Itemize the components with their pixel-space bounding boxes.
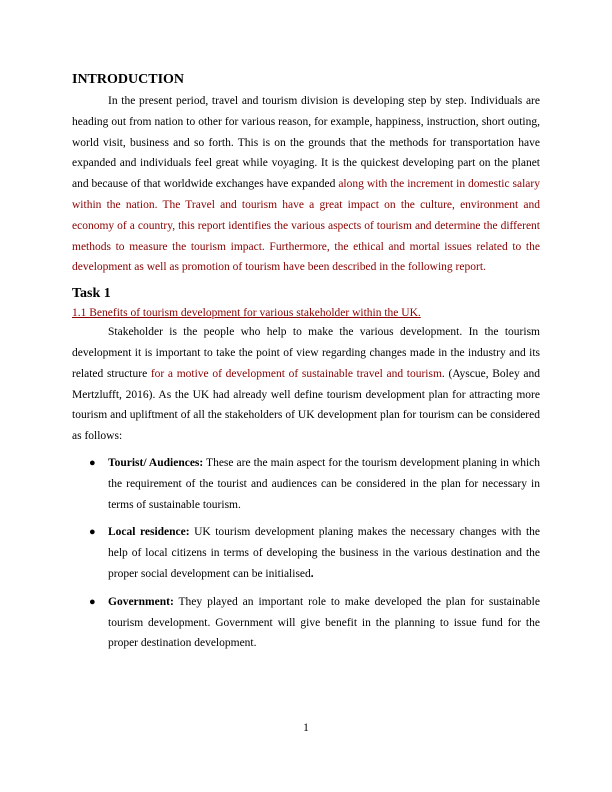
list-item [72,453,540,515]
stakeholder-text-1: Stakeholder is the people who help to make the various development. In the tourism development it is important to take the point of view regarding changes made in the industry and its related structure [72,326,540,380]
list-item-body: They played an important role to make developed the plan for sustainable tourism development. Government will give benefit in the planning to issue fund for the proper destination development. [108,595,540,650]
list-item-label: Government: [108,595,174,608]
list-item-body: These are the main aspect for the tourism development planing in which the requirement of the tourist and audiences can be considered in the plan for necessary in terms of sustainable tourism. [108,456,541,511]
introduction-heading: INTRODUCTION [72,72,185,87]
subheading-text: 1.1 Benefits of tourism development for various stakeholder within the UK. [72,307,421,320]
list-item-text [108,592,540,654]
intro-paragraph [72,91,540,278]
list-item-text [108,453,540,515]
stakeholder-list [72,453,540,654]
list-item [72,522,540,584]
list-item [72,592,540,654]
list-item-text [108,522,540,584]
stakeholder-paragraph [72,322,540,447]
section-subheading [72,306,540,320]
task-heading: Task 1 [72,286,111,302]
bullet-icon: ● [89,526,96,539]
page-number: 1 [303,722,309,734]
list-item-label: Local residence: [108,526,190,539]
bullet-icon: ● [89,456,96,469]
intro-text: In the present period, travel and tourism division is developing step by step. Individuals are heading out from nation to other for various reason, for example, happiness, instruction, short outing, world visit, business and so forth. This is on the grounds that the methods for transportation have expanded and individuals feel great while voyaging. It is the quickest developing part on the planet and because of that worldwide exchanges have expanded [72,95,540,191]
page-content [72,72,540,661]
stakeholder-highlighted-text: for a motive of development of sustainable travel and tourism [147,367,442,380]
stakeholder-text-2: . (Ayscue, Boley and Mertzlufft, 2016). As the UK had already well define tourism development plan for attracting more tourism and upliftment of all the stakeholders of UK development plan for tourism can be considered as follows: [72,367,540,443]
bullet-icon: ● [89,595,96,608]
list-item-body: UK tourism development planing makes the necessary changes with the help of local citizens in terms of developing the business in the various destination and the proper social development can be initialised [108,526,540,580]
list-item-label: Tourist/ Audiences: [108,456,204,469]
intro-highlighted-text: along with the increment in domestic salary within the nation. The Travel and tourism have a great impact on the culture, environment and economy of a country, this report identifies the various aspects of tourism and determine the different methods to measure the tourism impact. Furthermore, the ethical and mortal issues related to the development as well as promotion of tourism have been described in the following report. [72,178,540,274]
list-item-end: . [310,567,314,580]
